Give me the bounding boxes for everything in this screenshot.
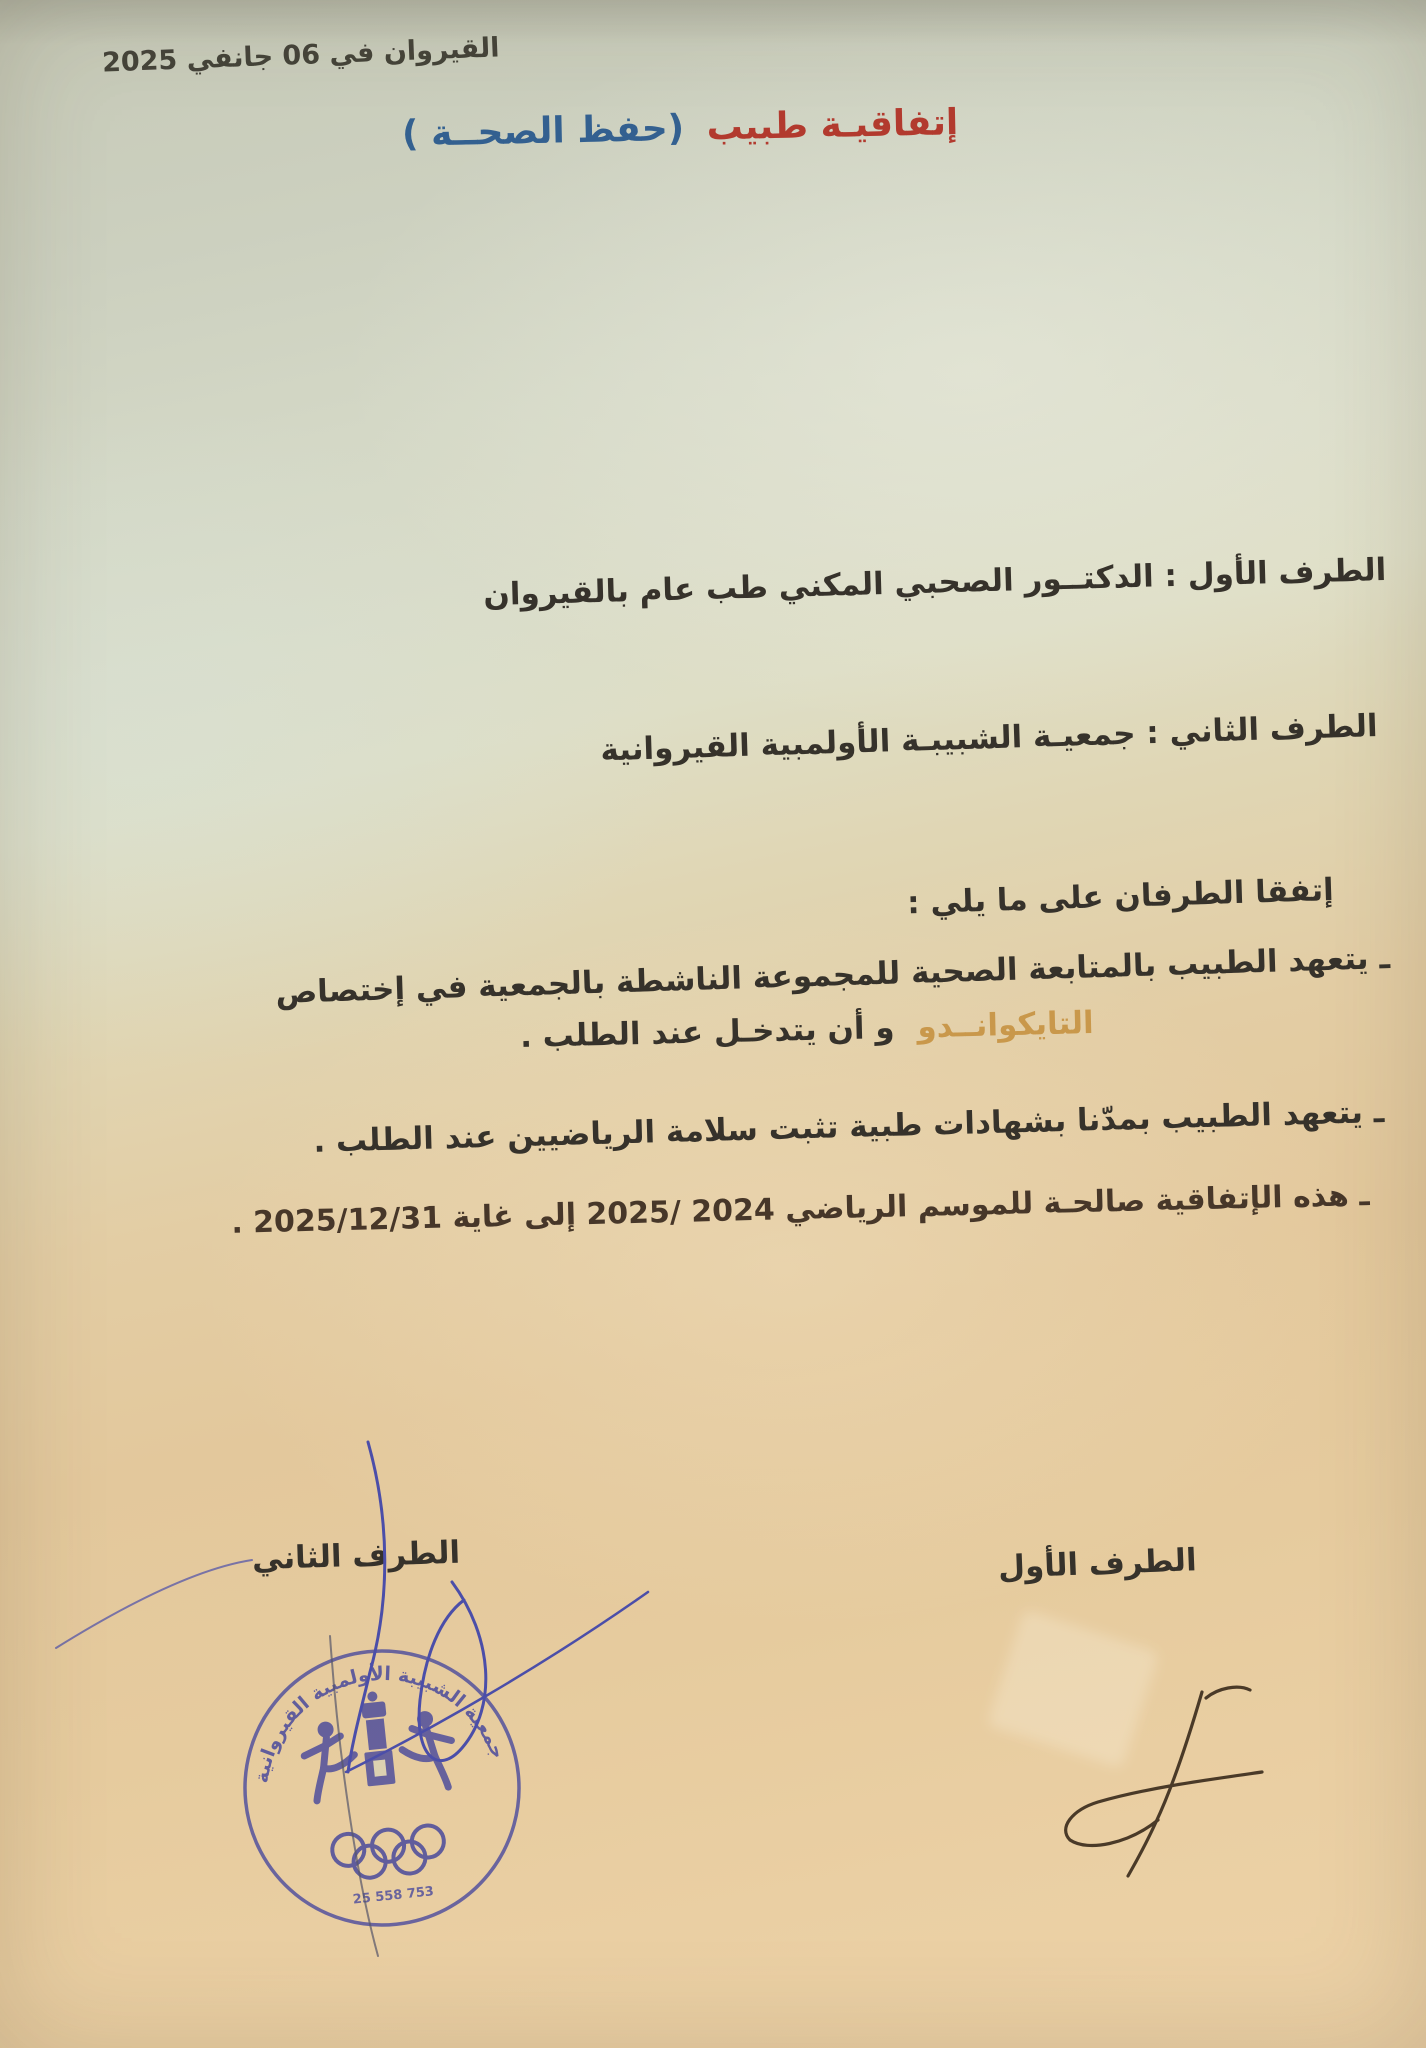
clause-1-line-2: [520, 1005, 1094, 1055]
party-first-line: الطرف الأول : الدكتــور الصحبي المكني طب عام بالقيروان: [482, 552, 1387, 614]
agreement-intro-line: إتفقا الطرفان على ما يلي :: [906, 872, 1335, 922]
clause-3-line: ـ هذه الإتفاقية صالحـة للموسم الرياضي 2024 /2025 إلى غاية 2025/12/31 .: [231, 1178, 1371, 1241]
title-paren-text: (حفظ الصحــة ): [401, 107, 685, 155]
clause-2-line: ـ يتعهد الطبيب بمدّنا بشهادات طبية تثبت سلامة الرياضيين عند الطلب .: [312, 1094, 1385, 1160]
stamp-arc-label: جمعية الشبيبة الأولمبية القيروانية: [250, 1662, 510, 1785]
stamp-number: 25 558 753: [352, 1884, 435, 1908]
taekwondo-highlight-word: التايكوانــدو: [916, 1004, 1095, 1046]
association-stamp: [217, 1623, 547, 1953]
signature-label-first-party: الطرف الأول: [997, 1542, 1198, 1586]
signature-label-second-party: الطرف الثاني: [251, 1534, 461, 1578]
date-line: القيروان في 06 جانفي 2025: [101, 32, 501, 79]
photo-light-reflection: [987, 1609, 1160, 1769]
clause-1-line-2-rest: و أن يتدخـل عند الطلب .: [519, 1009, 895, 1056]
party-second-line: الطرف الثاني : جمعيـة الشبيبـة الأولمبية القيروانية: [600, 708, 1379, 769]
stamp-fighter-left: [301, 1719, 359, 1802]
stamp-fighter-right: [398, 1709, 456, 1792]
stamp-minaret-emblem: [358, 1690, 396, 1786]
stamp-graphic: [217, 1623, 547, 1953]
clause-1-line-1: ـ يتعهد الطبيب بالمتابعة الصحية للمجموعة الناشطة بالجمعية في إختصاص: [275, 940, 1391, 1012]
title-main-text: إتفاقيـة طبيب: [706, 102, 959, 149]
page-title: [402, 102, 959, 155]
stamp-olympic-rings: [331, 1824, 447, 1881]
